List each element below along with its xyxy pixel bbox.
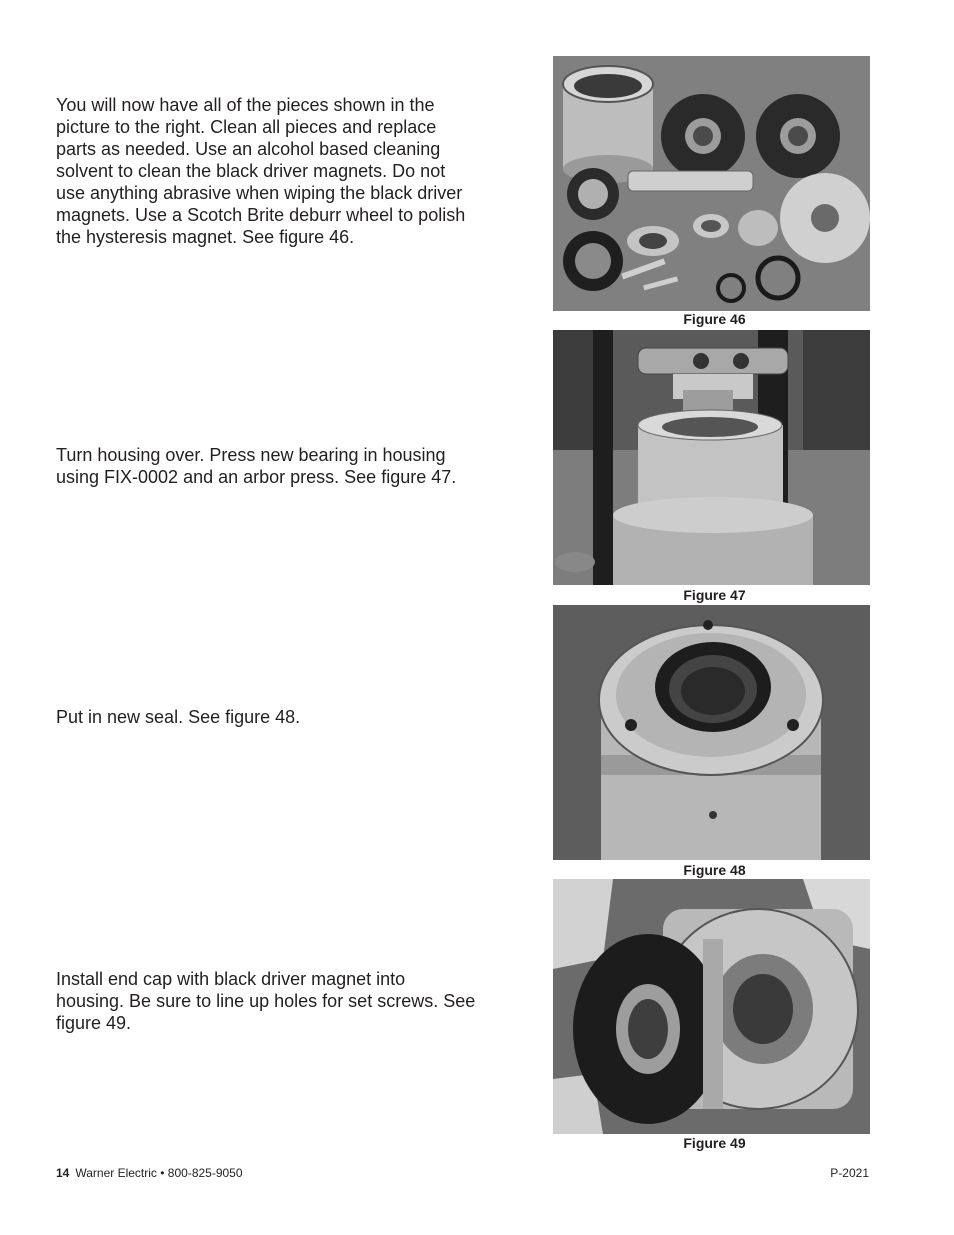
figure-48-caption: Figure 48 <box>683 862 746 878</box>
instruction-paragraph-2: Turn housing over. Press new bearing in housing using FIX-0002 and an arbor press. See figure 47. <box>56 445 457 487</box>
figure-46-caption: Figure 46 <box>683 311 746 327</box>
figure-47-photo <box>553 330 870 585</box>
figure-49-photo <box>553 879 870 1134</box>
figure-47-caption: Figure 47 <box>683 587 746 603</box>
instruction-paragraph-3: Put in new seal. See figure 48. <box>56 707 301 727</box>
footer-left <box>56 1166 243 1180</box>
company-phone: Warner Electric • 800-825-9050 <box>75 1166 243 1180</box>
figure-49-caption: Figure 49 <box>683 1135 746 1151</box>
doc-code: P-2021 <box>830 1166 869 1180</box>
figure-46-photo <box>553 56 870 311</box>
instruction-paragraph-4: Install end cap with black driver magnet into housing. Be sure to line up holes for set screws. See figure 49. <box>56 969 476 1033</box>
figure-48-photo <box>553 605 870 860</box>
instruction-paragraph-1: You will now have all of the pieces shown in the picture to the right. Clean all pieces and replace parts as needed. Use an alcohol based cleaning solvent to clean the black driver magnets. Do not use anything abrasive when wiping the black driver magnets. Use a Scotch Brite deburr wheel to polish the hysteresis magnet. See figure 46. <box>56 95 466 247</box>
page-number: 14 <box>56 1166 70 1180</box>
